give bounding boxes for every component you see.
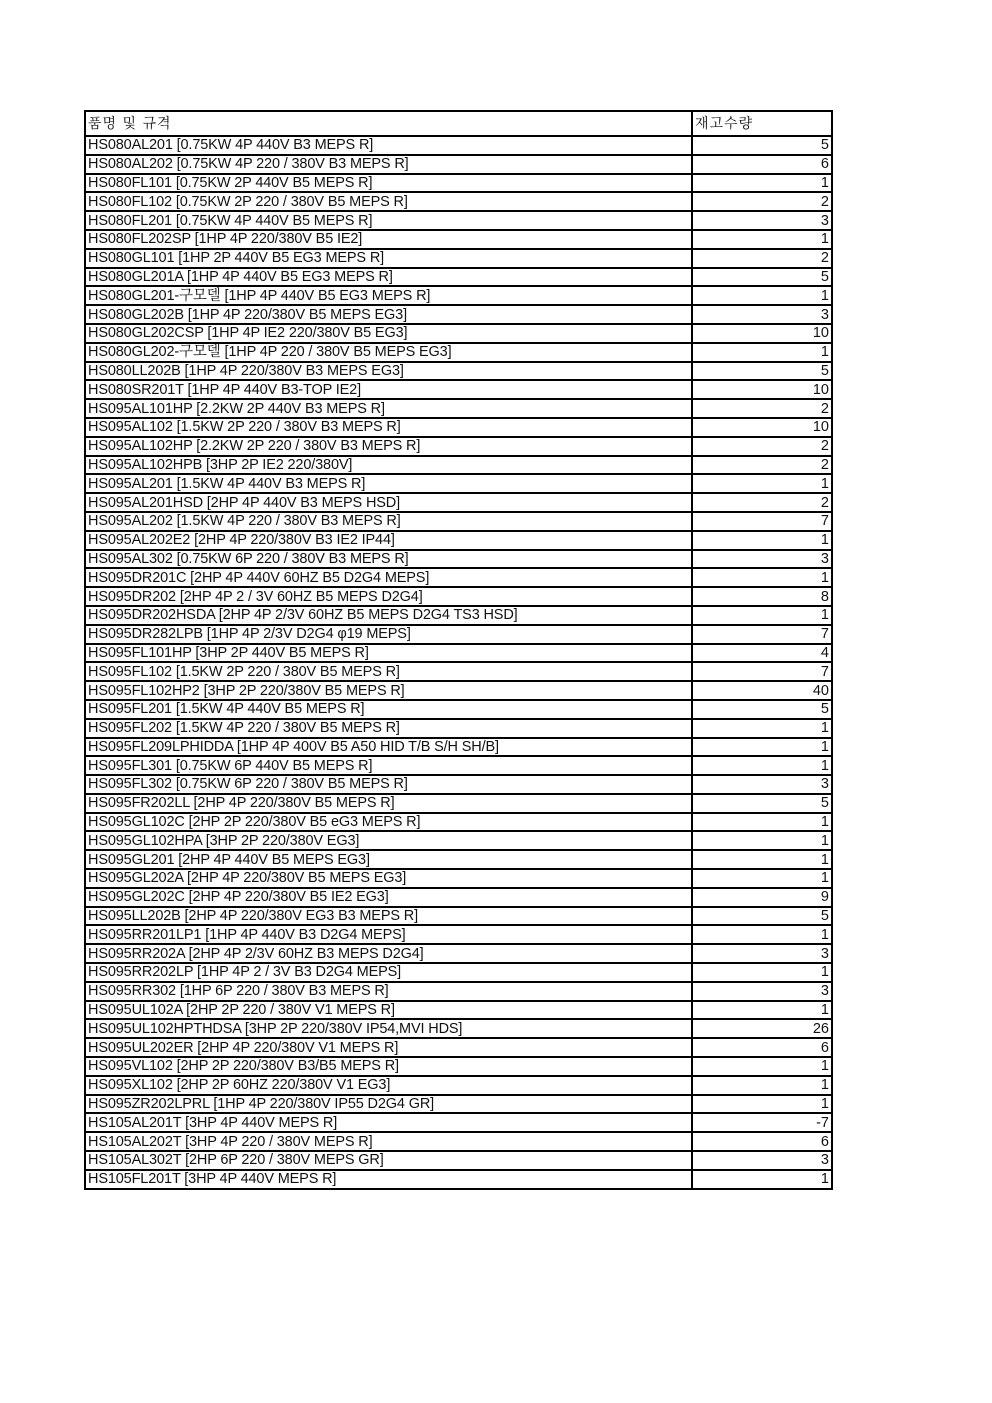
table-row [85,286,832,305]
stock-quantity-cell: 3 [692,1151,832,1170]
table-row [85,925,832,944]
table-row [85,1001,832,1020]
stock-quantity-cell: 1 [692,719,832,738]
product-name-cell: HS080GL202-구모델 [1HP 4P 220 / 380V B5 MEPS EG3] [85,343,692,362]
product-name-cell: HS080FL101 [0.75KW 2P 440V B5 MEPS R] [85,174,692,193]
table-row [85,662,832,681]
stock-quantity-cell: 2 [692,249,832,268]
product-name-cell: HS080GL202CSP [1HP 4P IE2 220/380V B5 EG3] [85,324,692,343]
table-row [85,681,832,700]
stock-quantity-cell: 1 [692,1001,832,1020]
stock-quantity-cell: 5 [692,362,832,381]
product-name-cell: HS080GL101 [1HP 2P 440V B5 EG3 MEPS R] [85,249,692,268]
product-name-cell: HS095FL102HP2 [3HP 2P 220/380V B5 MEPS R] [85,681,692,700]
stock-quantity-cell: 1 [692,531,832,550]
table-row [85,192,832,211]
stock-quantity-cell: 7 [692,512,832,531]
table-row [85,813,832,832]
stock-quantity-cell: 1 [692,813,832,832]
table-row [85,869,832,888]
stock-quantity-cell: 10 [692,418,832,437]
product-name-cell: HS095LL202B [2HP 4P 220/380V EG3 B3 MEPS R] [85,907,692,926]
stock-quantity-cell: 8 [692,587,832,606]
product-name-cell: HS080AL201 [0.75KW 4P 440V B3 MEPS R] [85,136,692,155]
table-row [85,324,832,343]
table-row [85,362,832,381]
table-row [85,249,832,268]
table-row [85,343,832,362]
stock-quantity-cell: 5 [692,268,832,287]
stock-quantity-cell: 2 [692,493,832,512]
product-name-cell: HS095FL201 [1.5KW 4P 440V B5 MEPS R] [85,700,692,719]
stock-quantity-cell: 5 [692,700,832,719]
product-name-cell: HS095AL202E2 [2HP 4P 220/380V B3 IE2 IP44] [85,531,692,550]
stock-quantity-cell: 5 [692,136,832,155]
table-row [85,831,832,850]
stock-quantity-cell: 1 [692,474,832,493]
table-row [85,888,832,907]
product-name-cell: HS095FL101HP [3HP 2P 440V B5 MEPS R] [85,644,692,663]
stock-quantity-cell: 1 [692,1057,832,1076]
product-name-cell: HS095AL102HPB [3HP 2P IE2 220/380V] [85,456,692,475]
table-row [85,136,832,155]
stock-quantity-cell: 2 [692,456,832,475]
stock-quantity-cell: 6 [692,155,832,174]
product-name-cell: HS095XL102 [2HP 2P 60HZ 220/380V V1 EG3] [85,1076,692,1095]
product-name-cell: HS095AL102 [1.5KW 2P 220 / 380V B3 MEPS R] [85,418,692,437]
product-name-cell: HS095UL202ER [2HP 4P 220/380V V1 MEPS R] [85,1038,692,1057]
product-name-cell: HS095AL201 [1.5KW 4P 440V B3 MEPS R] [85,474,692,493]
stock-quantity-cell: 2 [692,399,832,418]
table-row [85,775,832,794]
stock-quantity-cell: 40 [692,681,832,700]
stock-quantity-cell: 1 [692,286,832,305]
stock-quantity-cell: 2 [692,192,832,211]
stock-quantity-cell: 3 [692,944,832,963]
column-header-quantity: 재고수량 [692,111,832,136]
product-name-cell: HS095FL209LPHIDDA [1HP 4P 400V B5 A50 HID T/B S/H SH/B] [85,738,692,757]
inventory-table [84,110,833,1190]
table-row [85,1038,832,1057]
table-row [85,719,832,738]
table-row [85,456,832,475]
table-row [85,1113,832,1132]
product-name-cell: HS095AL302 [0.75KW 6P 220 / 380V B3 MEPS R] [85,550,692,569]
stock-quantity-cell: 1 [692,568,832,587]
table-row [85,230,832,249]
stock-quantity-cell: 10 [692,380,832,399]
table-row [85,418,832,437]
product-name-cell: HS080AL202 [0.75KW 4P 220 / 380V B3 MEPS R] [85,155,692,174]
stock-quantity-cell: 5 [692,907,832,926]
product-name-cell: HS080LL202B [1HP 4P 220/380V B3 MEPS EG3] [85,362,692,381]
stock-quantity-cell: 1 [692,343,832,362]
stock-quantity-cell: 1 [692,925,832,944]
product-name-cell: HS095GL102C [2HP 2P 220/380V B5 eG3 MEPS R] [85,813,692,832]
table-row [85,850,832,869]
stock-quantity-cell: 1 [692,850,832,869]
table-row [85,738,832,757]
stock-quantity-cell: 1 [692,831,832,850]
product-name-cell: HS095FL301 [0.75KW 6P 440V B5 MEPS R] [85,756,692,775]
table-row [85,1076,832,1095]
product-name-cell: HS095AL101HP [2.2KW 2P 440V B3 MEPS R] [85,399,692,418]
product-name-cell: HS095UL102A [2HP 2P 220 / 380V V1 MEPS R] [85,1001,692,1020]
table-row [85,644,832,663]
product-name-cell: HS080FL201 [0.75KW 4P 440V B5 MEPS R] [85,211,692,230]
header-row [85,111,832,136]
stock-quantity-cell: 1 [692,1076,832,1095]
product-name-cell: HS095GL102HPA [3HP 2P 220/380V EG3] [85,831,692,850]
stock-quantity-cell: 1 [692,1170,832,1189]
product-name-cell: HS105AL302T [2HP 6P 220 / 380V MEPS GR] [85,1151,692,1170]
table-row [85,1170,832,1189]
product-name-cell: HS095AL201HSD [2HP 4P 440V B3 MEPS HSD] [85,493,692,512]
table-row [85,944,832,963]
table-row [85,399,832,418]
stock-quantity-cell: 5 [692,794,832,813]
product-name-cell: HS095DR201C [2HP 4P 440V 60HZ B5 D2G4 MEPS] [85,568,692,587]
table-row [85,794,832,813]
product-name-cell: HS095ZR202LPRL [1HP 4P 220/380V IP55 D2G4 GR] [85,1095,692,1114]
table-row [85,380,832,399]
stock-quantity-cell: 4 [692,644,832,663]
table-row [85,587,832,606]
stock-quantity-cell: 6 [692,1038,832,1057]
product-name-cell: HS095DR202HSDA [2HP 4P 2/3V 60HZ B5 MEPS D2G4 TS3 HSD] [85,606,692,625]
product-name-cell: HS095RR202LP [1HP 4P 2 / 3V B3 D2G4 MEPS] [85,963,692,982]
stock-quantity-cell: 1 [692,230,832,249]
product-name-cell: HS095VL102 [2HP 2P 220/380V B3/B5 MEPS R] [85,1057,692,1076]
stock-quantity-cell: 3 [692,775,832,794]
product-name-cell: HS095UL102HPTHDSA [3HP 2P 220/380V IP54,MVI HDS] [85,1019,692,1038]
table-row [85,606,832,625]
table-row [85,982,832,1001]
stock-quantity-cell: 3 [692,305,832,324]
table-row [85,531,832,550]
table-row [85,1019,832,1038]
column-header-name: 품명 및 규격 [85,111,692,136]
product-name-cell: HS095FL202 [1.5KW 4P 220 / 380V B5 MEPS R] [85,719,692,738]
product-name-cell: HS095GL201 [2HP 4P 440V B5 MEPS EG3] [85,850,692,869]
table-row [85,155,832,174]
table-row [85,756,832,775]
stock-quantity-cell: 2 [692,437,832,456]
table-row [85,493,832,512]
stock-quantity-cell: 1 [692,606,832,625]
product-name-cell: HS095AL202 [1.5KW 4P 220 / 380V B3 MEPS R] [85,512,692,531]
stock-quantity-cell: 1 [692,738,832,757]
product-name-cell: HS095FR202LL [2HP 4P 220/380V B5 MEPS R] [85,794,692,813]
table-row [85,268,832,287]
stock-quantity-cell: 7 [692,662,832,681]
table-row [85,211,832,230]
table-row [85,550,832,569]
stock-quantity-cell: 1 [692,174,832,193]
stock-quantity-cell: 1 [692,756,832,775]
product-name-cell: HS105AL201T [3HP 4P 440V MEPS R] [85,1113,692,1132]
product-name-cell: HS080SR201T [1HP 4P 440V B3-TOP IE2] [85,380,692,399]
product-name-cell: HS095FL102 [1.5KW 2P 220 / 380V B5 MEPS R] [85,662,692,681]
product-name-cell: HS095RR302 [1HP 6P 220 / 380V B3 MEPS R] [85,982,692,1001]
stock-quantity-cell: 7 [692,625,832,644]
product-name-cell: HS080GL201A [1HP 4P 440V B5 EG3 MEPS R] [85,268,692,287]
stock-quantity-cell: 3 [692,982,832,1001]
product-name-cell: HS080GL202B [1HP 4P 220/380V B5 MEPS EG3] [85,305,692,324]
stock-quantity-cell: 26 [692,1019,832,1038]
stock-quantity-cell: 3 [692,550,832,569]
stock-quantity-cell: 1 [692,963,832,982]
table-row [85,1057,832,1076]
table-row [85,437,832,456]
product-name-cell: HS095RR201LP1 [1HP 4P 440V B3 D2G4 MEPS] [85,925,692,944]
product-name-cell: HS105AL202T [3HP 4P 220 / 380V MEPS R] [85,1132,692,1151]
table-row [85,1132,832,1151]
table-row [85,305,832,324]
stock-quantity-cell: 9 [692,888,832,907]
product-name-cell: HS080FL202SP [1HP 4P 220/380V B5 IE2] [85,230,692,249]
product-name-cell: HS080FL102 [0.75KW 2P 220 / 380V B5 MEPS R] [85,192,692,211]
product-name-cell: HS095GL202A [2HP 4P 220/380V B5 MEPS EG3] [85,869,692,888]
product-name-cell: HS095RR202A [2HP 4P 2/3V 60HZ B3 MEPS D2G4] [85,944,692,963]
table-row [85,568,832,587]
stock-quantity-cell: 6 [692,1132,832,1151]
stock-quantity-cell: 1 [692,1095,832,1114]
product-name-cell: HS095FL302 [0.75KW 6P 220 / 380V B5 MEPS R] [85,775,692,794]
product-name-cell: HS095DR202 [2HP 4P 2 / 3V 60HZ B5 MEPS D2G4] [85,587,692,606]
table-row [85,1151,832,1170]
table-row [85,625,832,644]
table-row [85,512,832,531]
stock-quantity-cell: -7 [692,1113,832,1132]
product-name-cell: HS095GL202C [2HP 4P 220/380V B5 IE2 EG3] [85,888,692,907]
inventory-body [85,136,832,1189]
table-row [85,700,832,719]
product-name-cell: HS080GL201-구모델 [1HP 4P 440V B5 EG3 MEPS R] [85,286,692,305]
table-row [85,474,832,493]
table-row [85,963,832,982]
table-row [85,907,832,926]
stock-quantity-cell: 10 [692,324,832,343]
stock-quantity-cell: 1 [692,869,832,888]
product-name-cell: HS095DR282LPB [1HP 4P 2/3V D2G4 φ19 MEPS] [85,625,692,644]
stock-quantity-cell: 3 [692,211,832,230]
table-row [85,1095,832,1114]
table-row [85,174,832,193]
product-name-cell: HS095AL102HP [2.2KW 2P 220 / 380V B3 MEPS R] [85,437,692,456]
product-name-cell: HS105FL201T [3HP 4P 440V MEPS R] [85,1170,692,1189]
